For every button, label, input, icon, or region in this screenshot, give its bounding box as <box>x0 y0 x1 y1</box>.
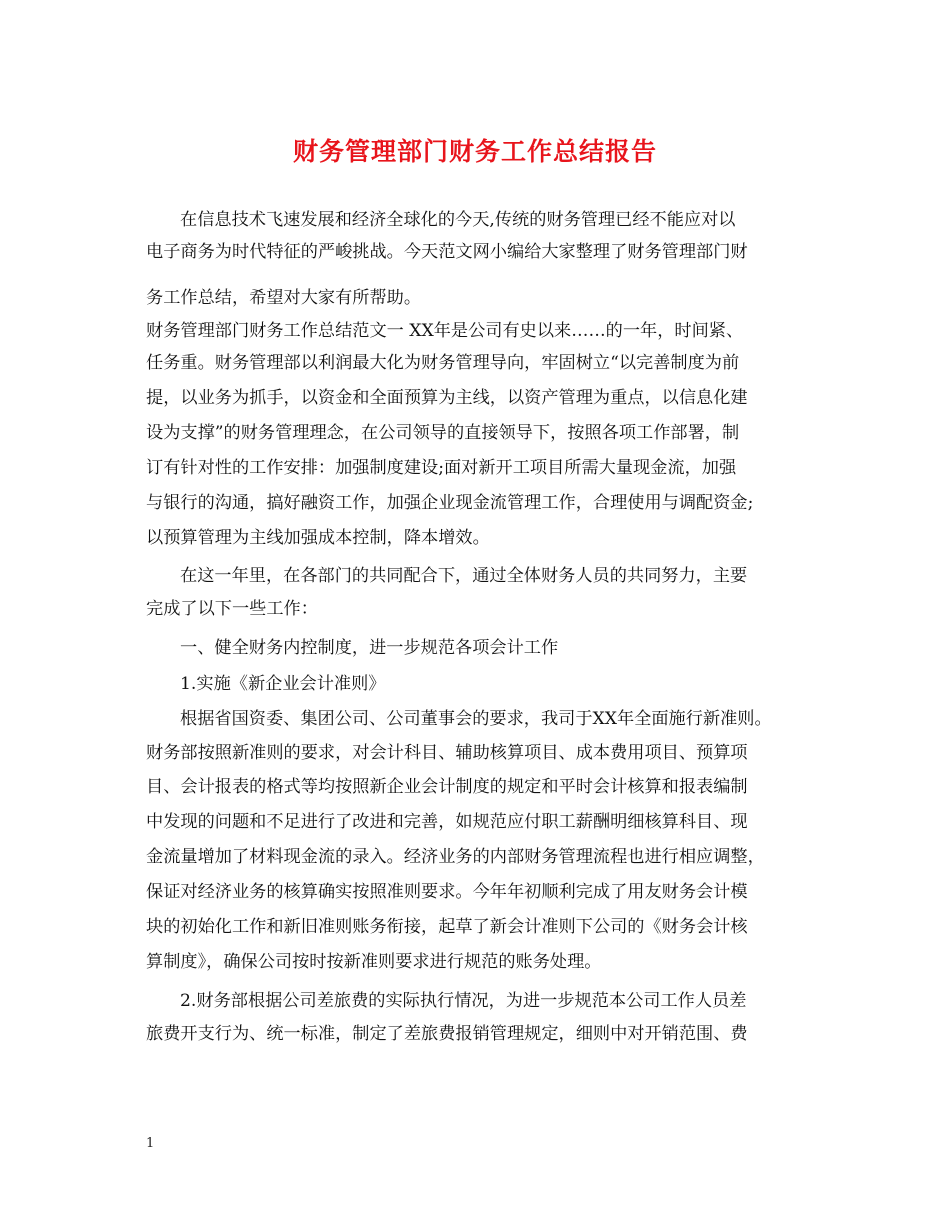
paragraph-line: 算制度》，确保公司按时按新准则要求进行规范的账务处理。 <box>146 952 602 972</box>
paragraph-line: 目、会计报表的格式等均按照新企业会计制度的规定和平时会计核算和报表编制 <box>146 777 748 797</box>
document-title: 财务管理部门财务工作总结报告 <box>292 137 657 166</box>
page-number: 1 <box>146 1136 155 1151</box>
paragraph-line: 块的初始化工作和新旧准则账务衔接，起草了新会计准则下公司的《财务会计核 <box>146 917 748 937</box>
paragraph-line: 中发现的问题和不足进行了改进和完善，如规范应付职工薪酬明细核算科目、现 <box>146 812 748 832</box>
paragraph-line: 旅费开支行为、统一标准，制定了差旅费报销管理规定，细则中对开销范围、费 <box>146 1024 748 1044</box>
subsection-heading: 1.实施《新企业会计准则》 <box>180 674 386 694</box>
paragraph-line: 在这一年里，在各部门的共同配合下，通过全体财务人员的共同努力，主要 <box>180 566 748 586</box>
paragraph-line: 与银行的沟通，搞好融资工作，加强企业现金流管理工作，合理使用与调配资金; <box>146 493 754 513</box>
paragraph-line: 根据省国资委、集团公司、公司董事会的要求，我司于XX年全面施行新准则。 <box>180 709 772 729</box>
paragraph-line: 任务重。财务管理部以利润最大化为财务管理导向，牢固树立“以完善制度为前 <box>146 353 740 373</box>
paragraph-line: 金流量增加了材料现金流的录入。经济业务的内部财务管理流程也进行相应调整， <box>146 847 765 867</box>
paragraph-line: 务工作总结，希望对大家有所帮助。 <box>146 288 422 308</box>
paragraph-line: 订有针对性的工作安排：加强制度建设;面对新开工项目所需大量现金流，加强 <box>146 458 737 478</box>
paragraph-line: 保证对经济业务的核算确实按照准则要求。今年年初顺利完成了用友财务会计模 <box>146 882 748 902</box>
paragraph-line: 财务部按照新准则的要求，对会计科目、辅助核算项目、成本费用项目、预算项 <box>146 743 748 763</box>
paragraph-line: 财务管理部门财务工作总结范文一 XX年是公司有史以来……的一年，时间紧、 <box>146 321 744 341</box>
paragraph-line: 设为支撑”的财务管理理念，在公司领导的直接领导下，按照各项工作部署，制 <box>146 423 740 443</box>
paragraph-line: 以预算管理为主线加强成本控制，降本增效。 <box>146 528 490 548</box>
paragraph-line: 电子商务为时代特征的严峻挑战。今天范文网小编给大家整理了财务管理部门财 <box>146 242 748 262</box>
paragraph-line: 2.财务部根据公司差旅费的实际执行情况，为进一步规范本公司工作人员差 <box>180 991 747 1011</box>
paragraph-line: 在信息技术飞速发展和经济全球化的今天,传统的财务管理已经不能应对以 <box>180 210 736 230</box>
paragraph-line: 完成了以下一些工作： <box>146 599 318 619</box>
paragraph-line: 提，以业务为抓手，以资金和全面预算为主线，以资产管理为重点，以信息化建 <box>146 388 748 408</box>
section-heading: 一、健全财务内控制度，进一步规范各项会计工作 <box>180 638 559 658</box>
